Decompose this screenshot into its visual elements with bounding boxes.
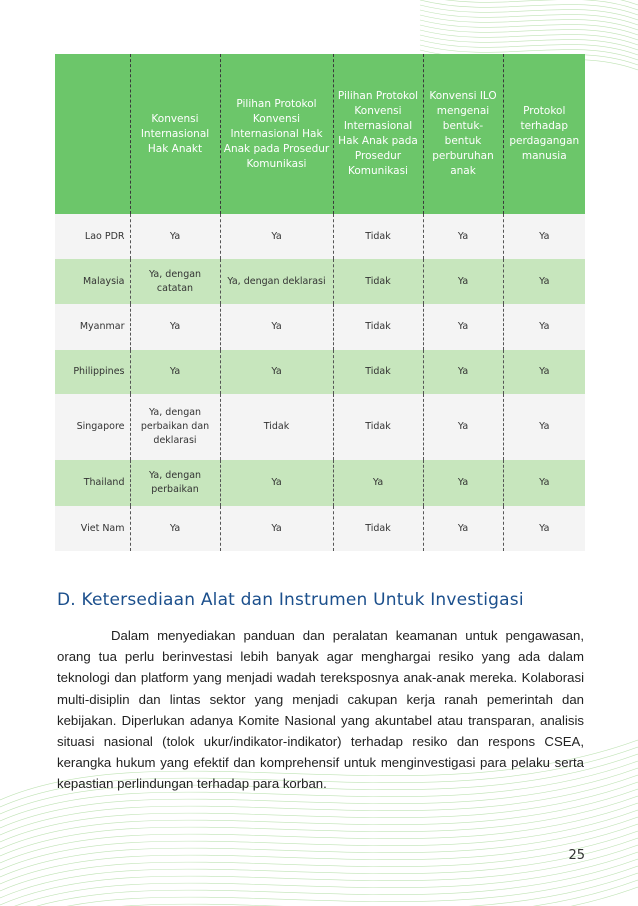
cell-country: Viet Nam [55,506,130,551]
table-row [55,304,585,350]
wave-line [0,789,638,849]
wave-line [0,824,638,884]
table-cell: Ya, dengan perbaikan dan deklarasi [130,394,220,460]
table-cell: Ya [503,506,585,551]
table-cell: Ya [423,394,503,460]
table-cell: Ya [423,304,503,350]
table-cell: Ya [130,350,220,394]
wave-line [0,810,638,870]
table-cell: Ya [220,350,333,394]
table-cell: Ya [423,460,503,506]
table-cell: Ya [130,214,220,259]
wave-line [420,10,638,25]
table-cell: Ya [503,304,585,350]
header-trafficking-protocol: Protokol terhadap perdagangan manusia [503,54,585,214]
table-cell: Ya, dengan perbaikan [130,460,220,506]
cell-country: Malaysia [55,259,130,304]
cell-country: Philippines [55,350,130,394]
table-cell: Ya, dengan catatan [130,259,220,304]
wave-line [0,803,638,863]
wave-line [420,5,638,20]
wave-line [420,0,638,10]
cell-country: Myanmar [55,304,130,350]
cell-country: Thailand [55,460,130,506]
table-cell: Ya [220,506,333,551]
wave-line [420,40,638,55]
wave-line [420,15,638,30]
header-optional-protocol-a: Pilihan Protokol Konvensi Internasional Hak Anak pada Prosedur Komunikasi [220,54,333,214]
table-row [55,214,585,259]
table-cell: Ya [423,214,503,259]
wave-line [0,866,638,906]
cell-country: Singapore [55,394,130,460]
table-cell: Ya [503,259,585,304]
table-cell: Tidak [220,394,333,460]
table-cell: Ya [423,506,503,551]
wave-line [420,30,638,45]
table-cell: Ya [333,460,423,506]
wave-line [0,817,638,877]
wave-line [420,20,638,35]
table-header-row [55,54,585,214]
wave-line [0,838,638,898]
wave-line [420,0,638,15]
wave-line [0,873,638,906]
table-cell: Ya [423,259,503,304]
wave-line [0,887,638,906]
table-cell: Ya [503,460,585,506]
section-heading: D. Ketersediaan Alat dan Instrumen Untuk Investigasi [57,590,524,610]
table-cell: Ya [503,350,585,394]
header-optional-protocol-b: Pilihan Protokol Konvensi Internasional Hak Anak pada Prosedur Komunikasi [333,54,423,214]
body-paragraph: Dalam menyediakan panduan dan peralatan keamanan untuk pengawasan, orang tua perlu berinvestasi lebih banyak agar menghargai resiko yang ada dalam teknologi dan platform yang menjadi wadah tereksposnya anak-anak mereka. Kolaborasi multi-disiplin dan lintas sektor yang menjadi cakupan kerja ranah pemerintah dan kebijakan. Diperlukan adanya Komite Nasional yang akuntabel atau transparan, analisis situasi nasional (tolok ukur/indikator-indikator) terhadap resiko dan respons CSEA, kerangka hukum yang efektif dan komprehensif untuk menginvestigasi para pelaku serta kepastian perlindungan terhadap para korban. [57,628,584,792]
table-cell: Ya [423,350,503,394]
header-ilo-convention: Konvensi ILO mengenai bentuk-bentuk perburuhan anak [423,54,503,214]
table-cell: Tidak [333,259,423,304]
convention-table [55,54,585,551]
table-row [55,394,585,460]
page-number: 25 [568,848,585,863]
header-crc: Konvensi Internasional Hak Anakt [130,54,220,214]
table-cell: Ya, dengan deklarasi [220,259,333,304]
table-row [55,350,585,394]
table-cell: Tidak [333,214,423,259]
wave-line [0,845,638,905]
table-row [55,506,585,551]
table-cell: Ya [220,214,333,259]
table-cell: Ya [130,506,220,551]
wave-line [0,831,638,891]
wave-line [0,796,638,856]
wave-line [420,35,638,50]
table-cell: Ya [130,304,220,350]
wave-line [420,25,638,40]
table-cell: Tidak [333,350,423,394]
table-cell: Ya [220,460,333,506]
header-country [55,54,130,214]
convention-table-grid [55,54,585,551]
table-row [55,259,585,304]
table-cell: Ya [503,214,585,259]
table-cell: Tidak [333,304,423,350]
table-cell: Ya [220,304,333,350]
table-cell: Tidak [333,394,423,460]
table-cell: Tidak [333,506,423,551]
wave-line [0,859,638,906]
cell-country: Lao PDR [55,214,130,259]
table-row [55,460,585,506]
table-cell: Ya [503,394,585,460]
